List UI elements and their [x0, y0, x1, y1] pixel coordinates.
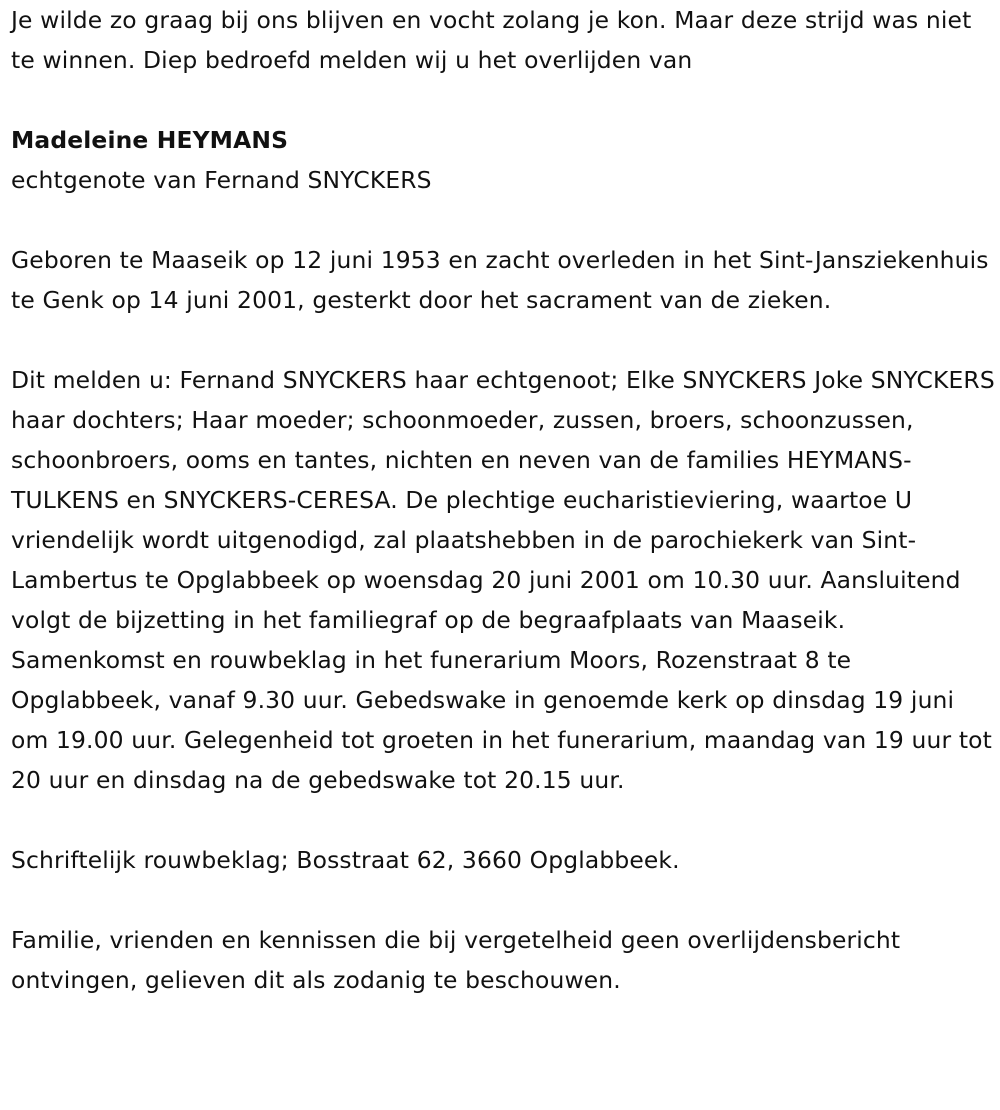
announcement-paragraph: Dit melden u: Fernand SNYCKERS haar echtgenoot; Elke SNYCKERS Joke SNYCKERS haar dochters; Haar moeder; schoonmoeder, zussen, broers, schoonzussen, schoonbroers, ooms en tantes, nichten en neven van de families HEYMANS-TULKENS en SNYCKERS-CERESA. De plechtige eucharistieviering, waartoe U vriendelijk wordt uitgenodigd, zal plaatshebben in de parochiekerk van Sint-Lambertus te Opglabbeek op woensdag 20 juni 2001 om 10.30 uur. Aansluitend volgt de bijzetting in het familiegraf op de begraafplaats van Maaseik. Samenkomst en rouwbeklag in het funerarium Moors, Rozenstraat 8 te Opglabbeek, vanaf 9.30 uur. Gebedswake in genoemde kerk op dinsdag 19 juni om 19.00 uur. Gelegenheid tot groeten in het funerarium, maandag van 19 uur tot 20 uur en dinsdag na de gebedswake tot 20.15 uur. — [11, 366, 995, 794]
spacer — [11, 320, 996, 360]
deceased-name: Madeleine HEYMANS — [11, 126, 289, 154]
birth-death-paragraph: Geboren te Maaseik op 12 juni 1953 en zacht overleden in het Sint-Jansziekenhuis te Genk op 14 juni 2001, gesterkt door het sacrament van de zieken. — [11, 246, 989, 314]
closing-paragraph: Familie, vrienden en kennissen die bij vergetelheid geen overlijdensbericht ontvingen, gelieven dit als zodanig te beschouwen. — [11, 926, 901, 994]
spouse-line: echtgenote van Fernand SNYCKERS — [11, 166, 432, 194]
spacer — [11, 800, 996, 840]
spacer — [11, 880, 996, 920]
spacer — [11, 80, 996, 120]
obituary-notice — [11, 0, 996, 1000]
spacer — [11, 200, 996, 240]
intro-paragraph: Je wilde zo graag bij ons blijven en vocht zolang je kon. Maar deze strijd was niet te winnen. Diep bedroefd melden wij u het overlijden van — [11, 6, 972, 74]
condolence-address: Schriftelijk rouwbeklag; Bosstraat 62, 3660 Opglabbeek. — [11, 846, 680, 874]
